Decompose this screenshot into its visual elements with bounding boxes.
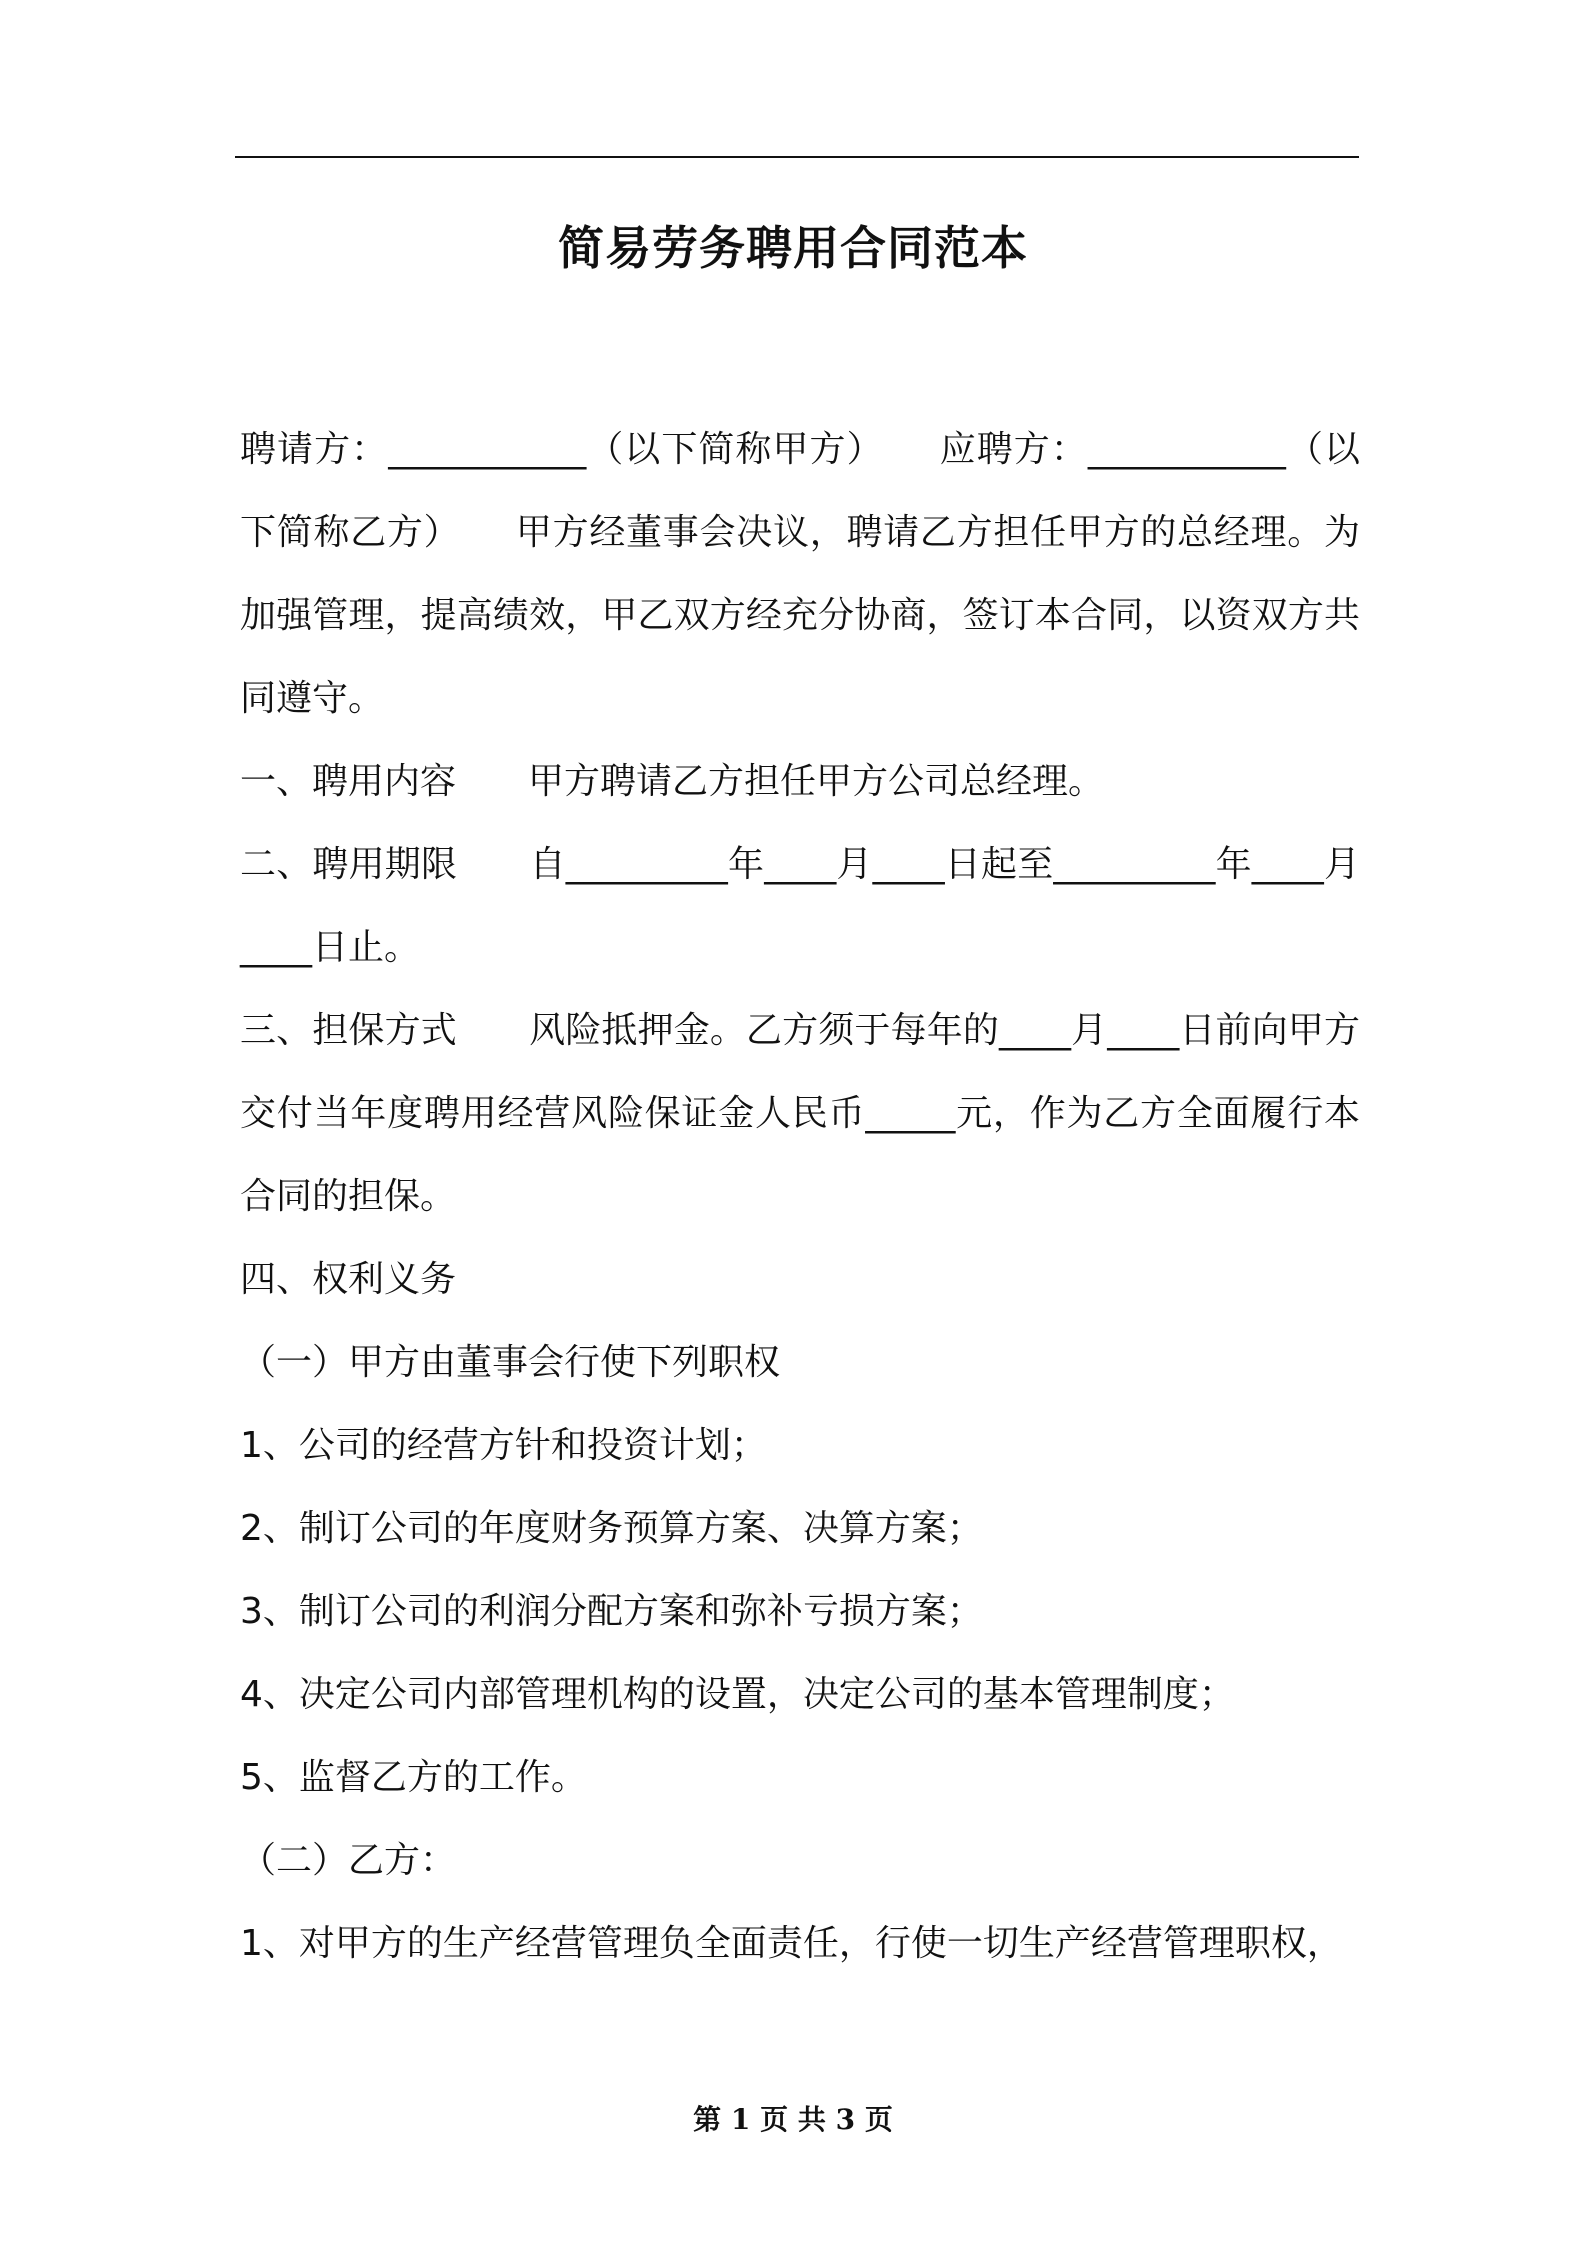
list-item: 2、制订公司的年度财务预算方案、决算方案； bbox=[240, 1508, 983, 1549]
subsection-heading-2: （二）乙方： bbox=[240, 1840, 457, 1881]
subsection-heading-1: （一）甲方由董事会行使下列职权 bbox=[240, 1342, 781, 1383]
paragraph-section-4: 四、权利义务 bbox=[240, 1259, 457, 1300]
paragraph-section-2: 二、聘用期限 自_________年____月____日起至_________年____月____日止。 bbox=[240, 844, 1360, 968]
list-item: 1、对甲方的生产经营管理负全面责任，行使一切生产经营管理职权， bbox=[240, 1923, 1343, 1964]
paragraph-section-1: 一、聘用内容 甲方聘请乙方担任甲方公司总经理。 bbox=[240, 761, 1105, 802]
document-title: 简易劳务聘用合同范本 bbox=[558, 221, 1028, 275]
paragraph-intro: 聘请方：___________（以下简称甲方） 应聘方：___________（以下简称乙方） 甲方经董事会决议，聘请乙方担任甲方的总经理。为加强管理，提高绩效，甲乙双方经充分协商，签订本合同，以资双方共同遵守。 bbox=[240, 429, 1360, 719]
list-item: 3、制订公司的利润分配方案和弥补亏损方案； bbox=[240, 1591, 983, 1632]
list-item: 4、决定公司内部管理机构的设置，决定公司的基本管理制度； bbox=[240, 1674, 1235, 1715]
list-item: 1、公司的经营方针和投资计划； bbox=[240, 1425, 767, 1466]
list-item: 5、监督乙方的工作。 bbox=[240, 1757, 587, 1798]
page-number-footer: 第 1 页 共 3 页 bbox=[693, 2103, 893, 2136]
header-rule bbox=[235, 156, 1359, 158]
paragraph-section-3: 三、担保方式 风险抵押金。乙方须于每年的____月____日前向甲方交付当年度聘用经营风险保证金人民币_____元，作为乙方全面履行本合同的担保。 bbox=[240, 1010, 1360, 1217]
document-body bbox=[240, 408, 1360, 1985]
